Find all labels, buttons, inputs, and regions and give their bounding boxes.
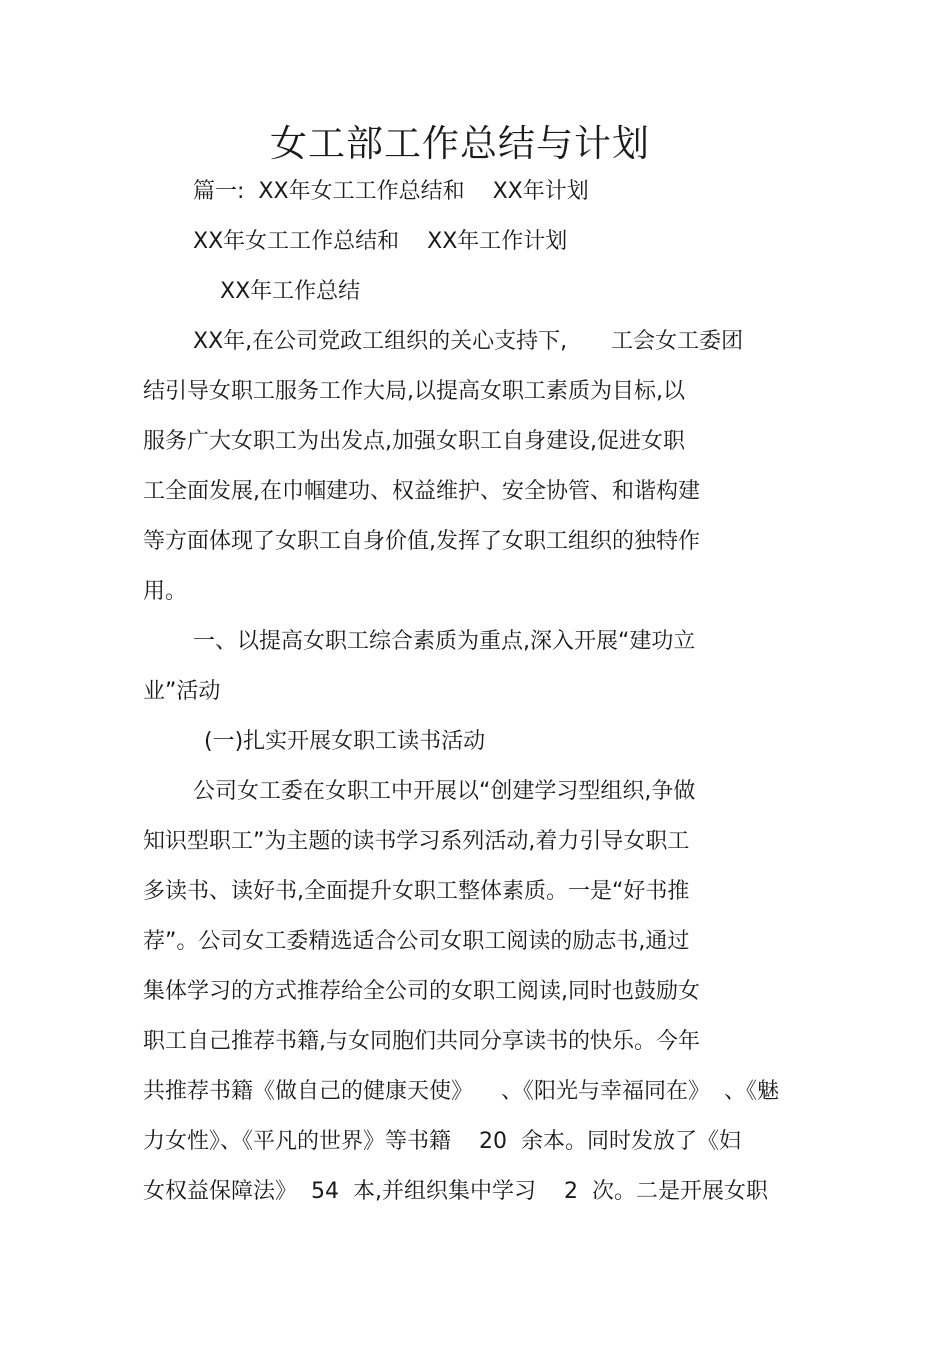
- subsection-1-heading: (一)扎实开展女职工读书活动: [204, 729, 486, 754]
- header-2-plan: XX年工作计划: [427, 229, 568, 254]
- header-line-2: [193, 227, 567, 257]
- paragraph-2-line-3: 多读书、读好书,全面提升女职工整体素质。一是“好书推: [143, 879, 690, 904]
- para2-line9-part-e: 次。二是开展女职: [592, 1179, 769, 1204]
- header-1-label: 篇一:: [193, 179, 245, 204]
- paragraph-1-line-4: 工全面发展,在巾帼建功、权益维护、安全协管、和谐构建: [143, 479, 700, 504]
- header-line-1: [193, 177, 589, 207]
- paragraph-1-line-2: 结引导女职工服务工作大局,以提高女职工素质为目标,以: [143, 379, 685, 404]
- para1-line1-part-b: 工会女工委团: [611, 329, 744, 354]
- paragraph-1-line-1: [193, 327, 743, 357]
- header-line-3: XX年工作总结: [220, 279, 361, 304]
- section-1-heading-line-2: 业”活动: [143, 679, 221, 704]
- para2-line8-part-c: 余本。同时发放了《妇: [521, 1129, 742, 1154]
- document-title: 女工部工作总结与计划: [270, 122, 650, 165]
- paragraph-2-line-1: 公司女工委在女职工中开展以“创建学习型组织,争做: [193, 779, 696, 804]
- header-1-plan: XX年计划: [492, 179, 589, 204]
- para2-line7-part-c: 、《魅: [724, 1079, 780, 1104]
- para2-line8-part-a: 力女性》、《平凡的世界》等书籍: [143, 1129, 452, 1154]
- para2-line9-part-a: 女权益保障法》: [143, 1179, 298, 1204]
- para2-line9-number-b: 2: [564, 1179, 579, 1204]
- paragraph-1-line-3: 服务广大女职工为出发点,加强女职工自身建设,促进女职: [143, 429, 685, 454]
- para2-line8-number: 20: [479, 1129, 508, 1154]
- paragraph-2-line-4: 荐”。公司女工委精选适合公司女职工阅读的励志书,通过: [143, 929, 690, 954]
- para2-line7-part-b: 、《阳光与幸福同在》: [501, 1079, 711, 1104]
- paragraph-2-line-9: [143, 1177, 768, 1207]
- section-1-heading-line-1: 一、以提高女职工综合素质为重点,深入开展“建功立: [193, 629, 696, 654]
- paragraph-2-line-6: 职工自己推荐书籍,与女同胞们共同分享读书的快乐。今年: [143, 1029, 700, 1054]
- paragraph-1-line-6: 用。: [143, 579, 188, 604]
- paragraph-2-line-2: 知识型职工”为主题的读书学习系列活动,着力引导女职工: [143, 829, 690, 854]
- para2-line7-part-a: 共推荐书籍《做自己的健康天使》: [143, 1079, 474, 1104]
- para2-line9-part-c: 本,并组织集中学习: [353, 1179, 537, 1204]
- para1-line1-part-a: XX年,在公司党政工组织的关心支持下,: [193, 329, 568, 354]
- paragraph-2-line-7: [143, 1077, 779, 1107]
- paragraph-2-line-5: 集体学习的方式推荐给全公司的女职工阅读,同时也鼓励女: [143, 979, 700, 1004]
- paragraph-2-line-8: [143, 1127, 741, 1157]
- header-1-summary: XX年女工工作总结和: [258, 179, 465, 204]
- paragraph-1-line-5: 等方面体现了女职工自身价值,发挥了女职工组织的独特作: [143, 529, 700, 554]
- header-2-summary: XX年女工工作总结和: [193, 229, 400, 254]
- para2-line9-number-a: 54: [311, 1179, 340, 1204]
